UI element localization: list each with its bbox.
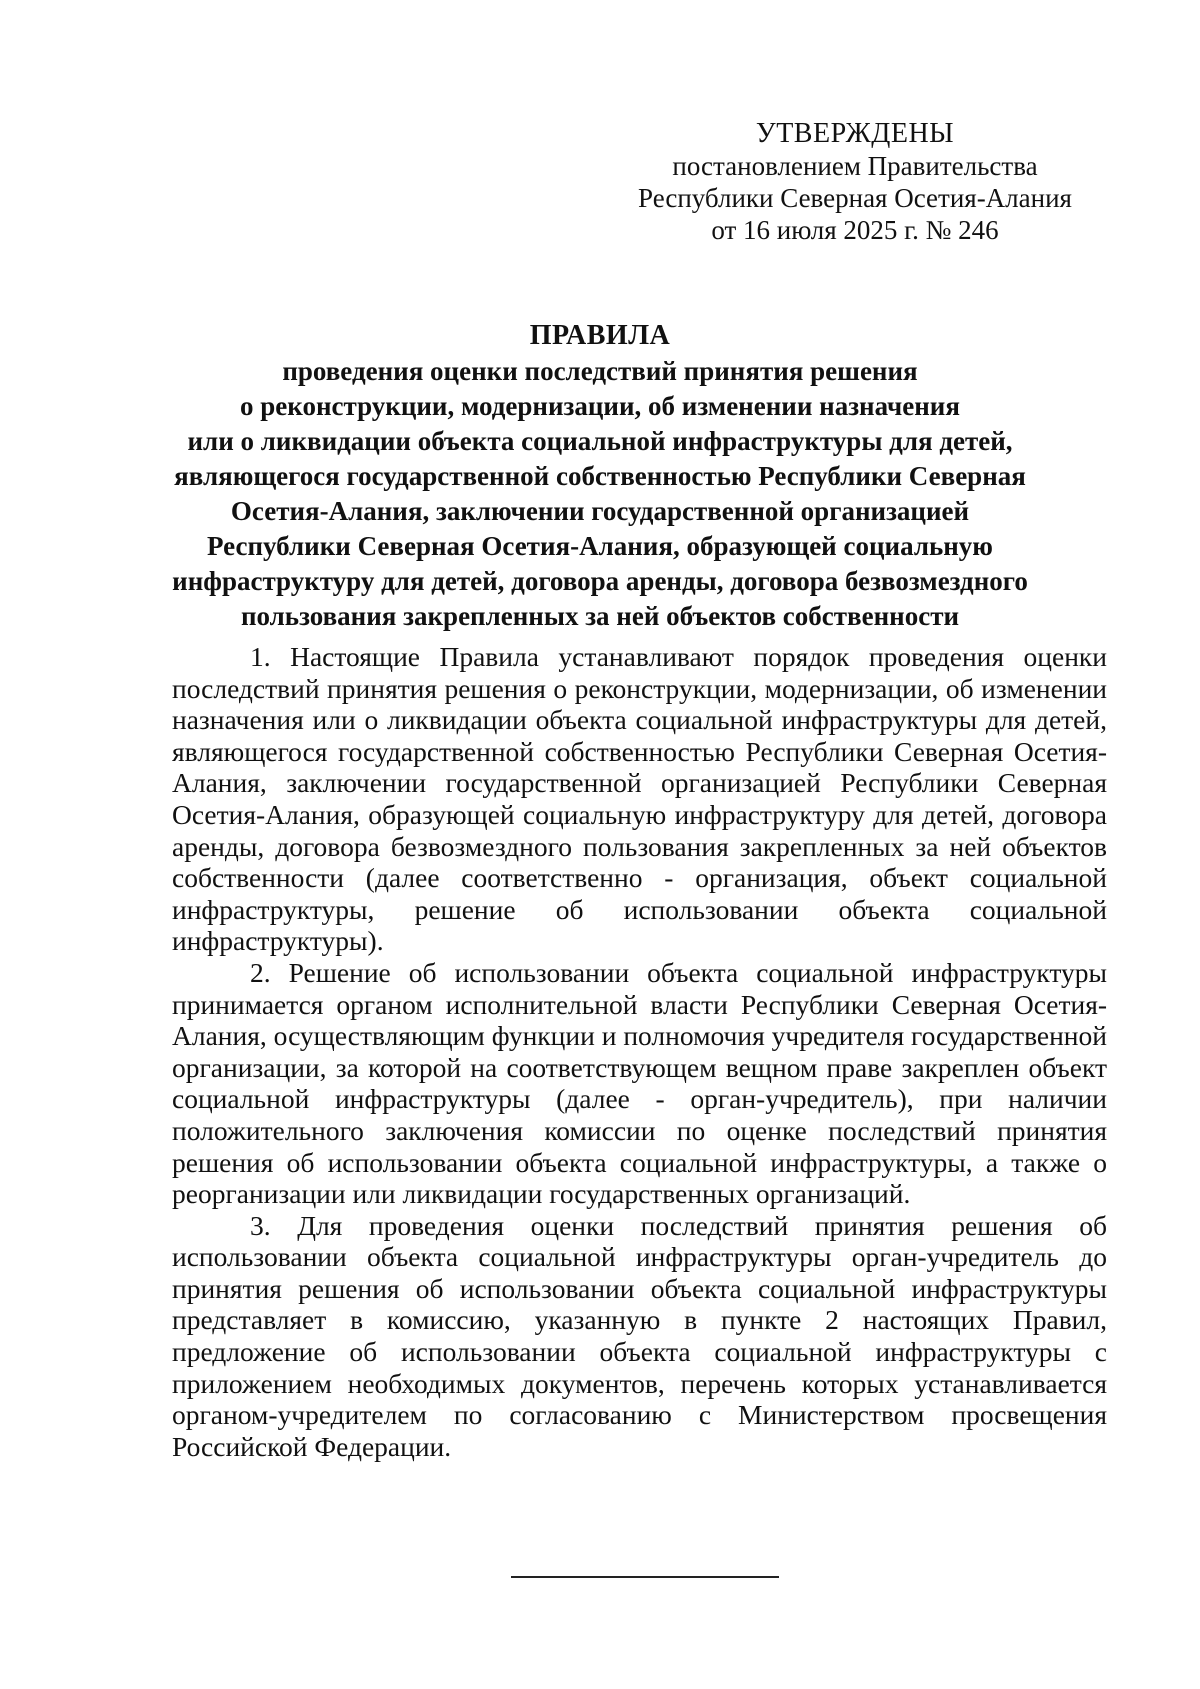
end-divider <box>511 1576 779 1578</box>
paragraph-2: 2. Решение об использовании объекта социальной инфраструктуры принимается органом исполнительной власти Республики Северная Осетия-Алания, осуществляющим функции и полномочия учредителя государственной организации, за которой на соответствующем вещном праве закреплен объект социальной инфраструктуры (далее - орган-учредитель), при наличии положительного заключения комиссии по оценке последствий принятия решения об использовании объекта социальной инфраструктуры, а также о реорганизации или ликвидации государственных организаций. <box>172 956 1107 1210</box>
paragraph-3: 3. Для проведения оценки последствий принятия решения об использовании объекта социальной инфраструктуры орган-учредитель до принятия решения об использовании объекта социальной инфраструктуры представляет в комиссию, указанную в пункте 2 настоящих Правил, предложение об использовании объекта социальной инфраструктуры с приложением необходимых документов, перечень которых устанавливается органом-учредителем по согласованию с Министерством просвещения Российской Федерации. <box>172 1209 1107 1462</box>
title-line: Осетия-Алания, заключении государственной организацией <box>230 496 970 526</box>
title-line: пользования закрепленных за ней объектов собственности <box>240 601 960 631</box>
approval-line: Республики Северная Осетия-Алания <box>638 183 1072 213</box>
approval-date-line: от 16 июля 2025 г. № 246 <box>711 215 999 245</box>
title-line: или о ликвидации объекта социальной инфраструктуры для детей, <box>187 426 1013 456</box>
title-main: ПРАВИЛА <box>529 320 671 351</box>
title-line: о реконструкции, модернизации, об изменении назначения <box>240 391 960 421</box>
approval-line: постановлением Правительства <box>672 151 1038 181</box>
title-line: проведения оценки последствий принятия решения <box>282 356 918 386</box>
document-body <box>172 641 1107 1462</box>
title-line: инфраструктуру для детей, договора аренды, договора безвозмездного <box>172 566 1028 596</box>
title-line: являющегося государственной собственностью Республики Северная <box>174 461 1026 491</box>
approval-heading: УТВЕРЖДЕНЫ <box>755 118 955 149</box>
approval-stamp <box>620 118 1090 246</box>
title-line: Республики Северная Осетия-Алания, образующей социальную <box>207 531 993 561</box>
paragraph-1: 1. Настоящие Правила устанавливают порядок проведения оценки последствий принятия решения о реконструкции, модернизации, об изменении назначения или о ликвидации объекта социальной инфраструктуры для детей, являющегося государственной собственностью Республики Северная Осетия-Алания, заключении государственной организацией Республики Северная Осетия-Алания, образующей социальную инфраструктуру для детей, договора аренды, договора безвозмездного пользования закрепленных за ней объектов собственности (далее соответственно - организация, объект социальной инфраструктуры, решение об использовании объекта социальной инфраструктуры). <box>172 641 1107 957</box>
document-title <box>150 318 1050 634</box>
